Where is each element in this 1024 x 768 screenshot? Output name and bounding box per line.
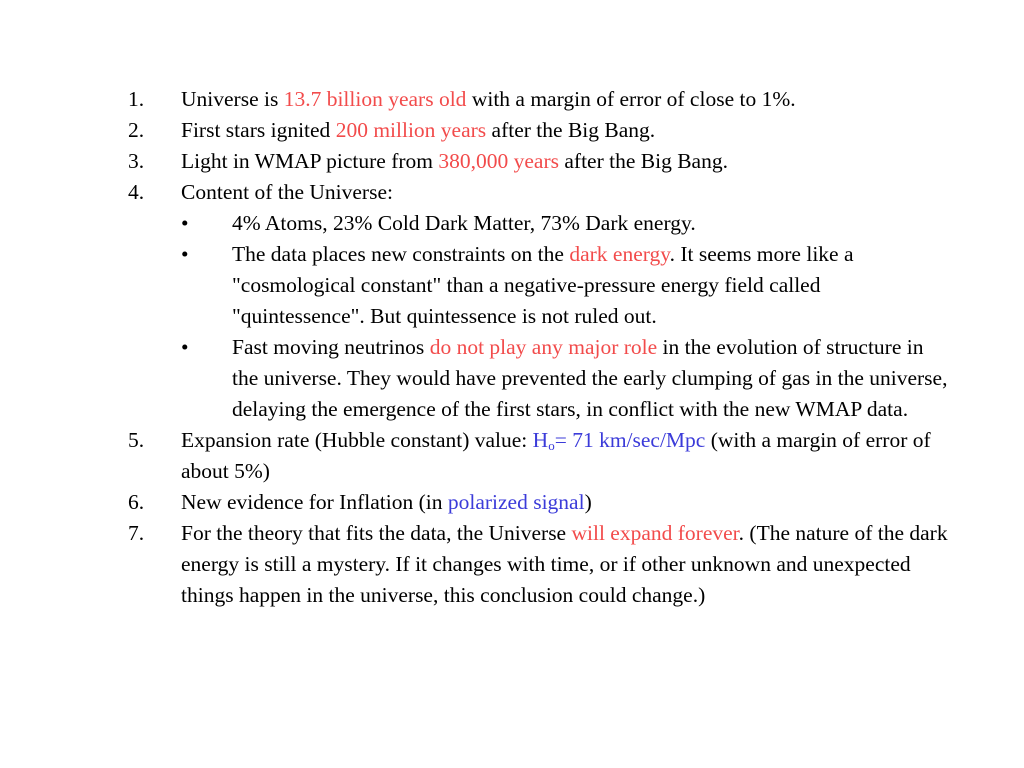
highlight-red: dark energy [569, 242, 670, 266]
highlight-red: 200 million years [335, 118, 487, 142]
item-number: 4. [128, 180, 145, 204]
highlight-red: will expand forever [571, 521, 739, 545]
bullet-text: . It seems more like a "cosmological constant" than a negative-pressure energy field called "quintessence". But quintessence is not ruled out. [232, 242, 854, 328]
item-text: Expansion rate (Hubble constant) value: [181, 428, 533, 452]
list-item-4 [128, 177, 948, 208]
item-text: Universe is [181, 87, 284, 111]
item-text: Content of the Universe: [181, 180, 393, 204]
bullet-icon: • [181, 242, 189, 266]
item-text: after the Big Bang. [559, 149, 728, 173]
bullet-text: Fast moving neutrinos [232, 335, 430, 359]
bullet-icon: • [181, 211, 189, 235]
list-item-3 [128, 146, 948, 177]
list-item-5 [128, 425, 948, 487]
hubble-symbol: H [532, 428, 549, 452]
item-number: 5. [128, 428, 145, 452]
item-text: First stars ignited [181, 118, 336, 142]
sub-bullet-3 [128, 332, 948, 425]
list-item-6 [128, 487, 948, 518]
sub-bullet-1 [128, 208, 948, 239]
item-text: . (The nature of the dark energy is still a mystery. If it changes with time, or if other unknown and unexpected things happen in the universe, this conclusion could change.) [181, 521, 948, 607]
item-text: (with a margin of error of about 5%) [181, 428, 931, 483]
item-text: For the theory that fits the data, the Universe [181, 521, 572, 545]
list-item-1 [128, 84, 948, 115]
item-number: 7. [128, 521, 145, 545]
item-text: with a margin of error of close to 1%. [466, 87, 796, 111]
bullet-text: 4% Atoms, 23% Cold Dark Matter, 73% Dark energy. [232, 211, 696, 235]
item-number: 2. [128, 118, 145, 142]
numbered-list [128, 84, 948, 611]
bullet-icon: • [181, 335, 189, 359]
item-text: New evidence for Inflation (in [181, 490, 448, 514]
highlight-blue [533, 428, 706, 452]
hubble-subscript: o [548, 438, 555, 453]
list-item-7 [128, 518, 948, 611]
item-number: 3. [128, 149, 145, 173]
hubble-value: = 71 km/sec/Mpc [554, 428, 706, 452]
bullet-text: in the evolution of structure in the universe. They would have prevented the early clumping of gas in the universe, delaying the emergence of the first stars, in conflict with the new WMAP data. [232, 335, 948, 421]
item-text: Light in WMAP picture from [181, 149, 439, 173]
highlight-blue: polarized signal [447, 490, 585, 514]
item-text: ) [584, 490, 592, 514]
item-number: 6. [128, 490, 145, 514]
highlight-red: do not play any major role [429, 335, 658, 359]
highlight-red: 13.7 billion years old [283, 87, 467, 111]
list-item-2 [128, 115, 948, 146]
sub-bullet-2 [128, 239, 948, 332]
bullet-text: The data places new constraints on the [232, 242, 570, 266]
item-text: after the Big Bang. [486, 118, 656, 142]
highlight-red: 380,000 years [438, 149, 559, 173]
item-number: 1. [128, 87, 145, 111]
